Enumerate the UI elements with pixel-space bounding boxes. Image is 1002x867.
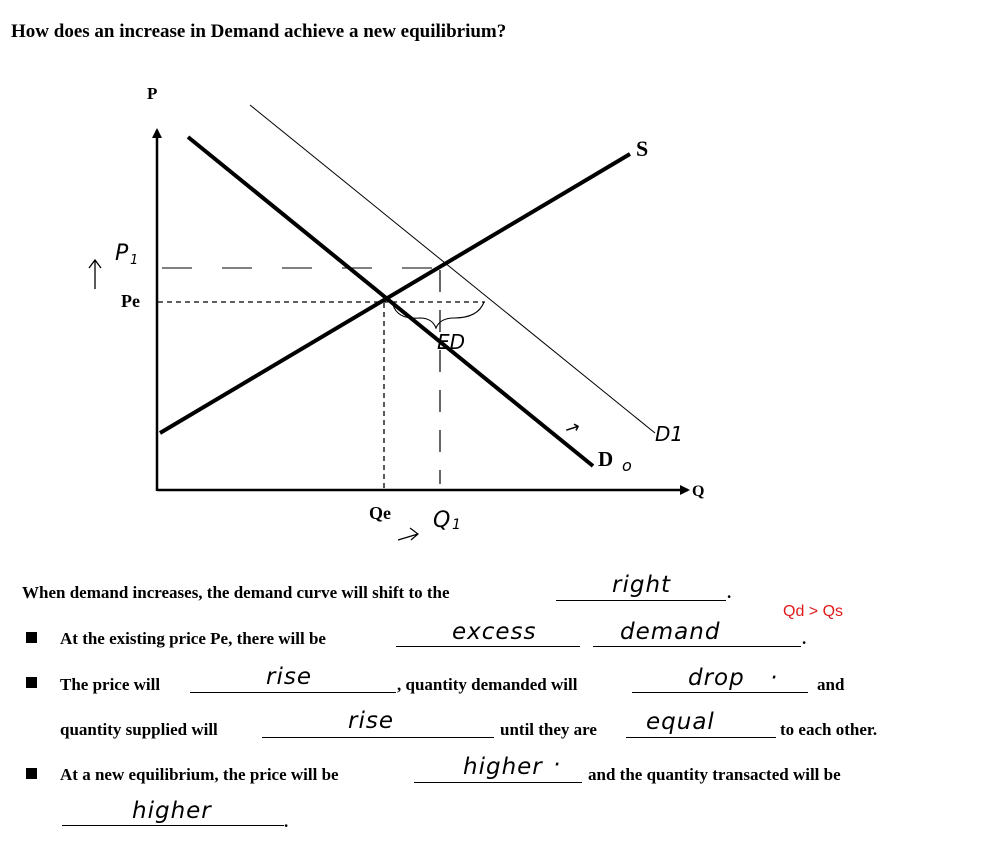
demand-curve-d1	[250, 105, 655, 433]
q3-blank-3[interactable]	[262, 737, 494, 738]
pe-label: Pe	[121, 291, 140, 311]
q2-answer-2: demand	[620, 619, 721, 645]
shift-arrow-icon: →	[562, 415, 583, 441]
q3-answer-2: drop	[688, 665, 745, 691]
demand1-label: D1	[655, 422, 684, 446]
bullet-q3	[26, 677, 37, 688]
supply-label: S	[636, 136, 649, 161]
q2-blank-1[interactable]	[396, 646, 580, 647]
q1-answer: right	[612, 572, 672, 598]
q4-answer-2: higher	[132, 798, 212, 824]
q2-period: .	[802, 629, 807, 648]
q4-blank-1[interactable]	[414, 782, 582, 783]
q3-answer-4: equal	[646, 709, 715, 735]
q1-period: .	[727, 583, 732, 602]
q3-blank-4[interactable]	[626, 737, 776, 738]
quantity-axis-label: Q	[692, 483, 705, 500]
q2-answer-1: excess	[452, 619, 537, 645]
q3-blank-1[interactable]	[190, 692, 396, 693]
qe-label: Qe	[369, 503, 391, 523]
p1-subscript: 1	[130, 253, 139, 268]
q3-text-2: , quantity demanded will	[397, 675, 578, 694]
q4-text-1: At a new equilibrium, the price will be	[60, 765, 339, 784]
excess-demand-label: ED	[437, 330, 466, 354]
q3-text-5: until they are	[500, 720, 597, 739]
bullet-q4	[26, 768, 37, 779]
q3-text-3: and	[817, 675, 845, 694]
q4-answer-1-dot: ·	[553, 752, 562, 778]
q4-text-2: and the quantity transacted will be	[588, 765, 841, 784]
q3-answer-3: rise	[348, 708, 394, 734]
page-title: How does an increase in Demand achieve a new equilibrium?	[11, 21, 507, 42]
q3-text-1: The price will	[60, 675, 161, 694]
demand0-subscript: o	[622, 456, 632, 475]
q3-text-6: to each other.	[780, 720, 878, 739]
q4-answer-1: higher	[463, 754, 543, 780]
q3-text-4: quantity supplied will	[60, 720, 218, 739]
quantity-right-arrow-icon	[398, 528, 418, 540]
p1-label: P	[115, 241, 129, 266]
q3-answer-1: rise	[266, 664, 312, 690]
price-up-arrow-icon	[89, 260, 101, 289]
q1-text: When demand increases, the demand curve will shift to the	[22, 583, 450, 602]
bullet-q2	[26, 632, 37, 643]
supply-curve	[160, 154, 630, 433]
q4-period: .	[284, 812, 289, 831]
demand0-label: D	[598, 447, 614, 471]
q3-answer-2-dot: ·	[770, 665, 779, 691]
q1-label: Q	[433, 508, 451, 533]
q2-blank-2[interactable]	[593, 646, 801, 647]
q1-subscript: 1	[452, 517, 461, 533]
q1-blank[interactable]	[556, 600, 726, 601]
price-axis-label: P	[147, 84, 158, 103]
q3-blank-2[interactable]	[632, 692, 808, 693]
q2-text: At the existing price Pe, there will be	[60, 629, 326, 648]
qd-qs-note: Qd > Qs	[783, 603, 844, 620]
q4-blank-2[interactable]	[62, 825, 284, 826]
